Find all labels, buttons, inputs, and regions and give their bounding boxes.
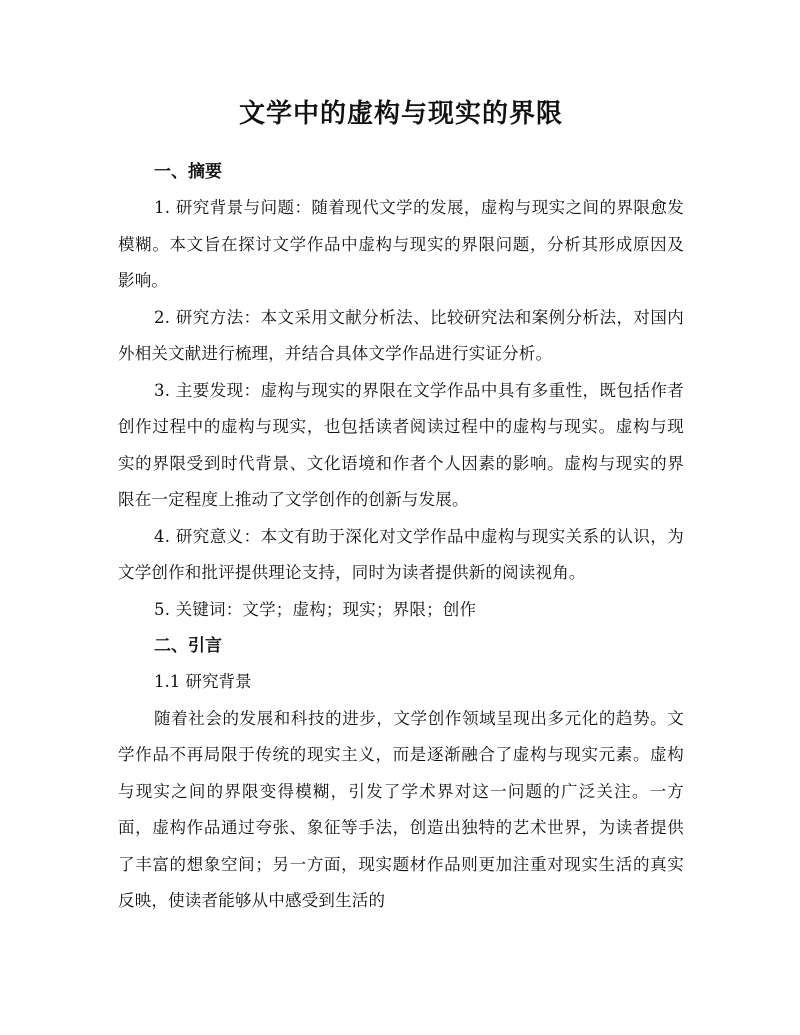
subsection-heading-background: 1.1 研究背景 [154, 672, 252, 691]
abstract-item-method: 2. 研究方法：本文采用文献分析法、比较研究法和案例分析法，对国内外相关文献进行梳理，并结合具体文学作品进行实证分析。 [118, 307, 684, 363]
abstract-item-background: 1. 研究背景与问题：随着现代文学的发展，虚构与现实之间的界限愈发模糊。本文旨在探讨文学作品中虚构与现实的界限问题，分析其形成原因及影响。 [118, 198, 684, 290]
abstract-item-significance: 4. 研究意义：本文有助于深化对文学作品中虚构与现实关系的认识，为文学创作和批评提供理论支持，同时为读者提供新的阅读视角。 [118, 526, 684, 582]
section-heading-abstract: 一、摘要 [154, 162, 222, 182]
abstract-item-keywords: 5. 关键词：文学；虚构；现实；界限；创作 [154, 599, 477, 619]
introduction-paragraph: 随着社会的发展和科技的进步，文学创作领域呈现出多元化的趋势。文学作品不再局限于传统的现实主义，而是逐渐融合了虚构与现实元素。虚构与现实之间的界限变得模糊，引发了学术界对这一问题的广泛关注。一方面，虚构作品通过夸张、象征等手法，创造出独特的艺术世界，为读者提供了丰富的想象空间；另一方面，现实题材作品则更加注重对现实生活的真实反映，使读者能够从中感受到生活的 [118, 708, 684, 910]
document-title: 文学中的虚构与现实的界限 [238, 99, 563, 129]
section-heading-introduction: 二、引言 [154, 636, 222, 656]
abstract-item-findings: 3. 主要发现：虚构与现实的界限在文学作品中具有多重性，既包括作者创作过程中的虚构与现实，也包括读者阅读过程中的虚构与现实。虚构与现实的界限受到时代背景、文化语境和作者个人因素的影响。虚构与现实的界限在一定程度上推动了文学创作的创新与发展。 [118, 380, 684, 509]
